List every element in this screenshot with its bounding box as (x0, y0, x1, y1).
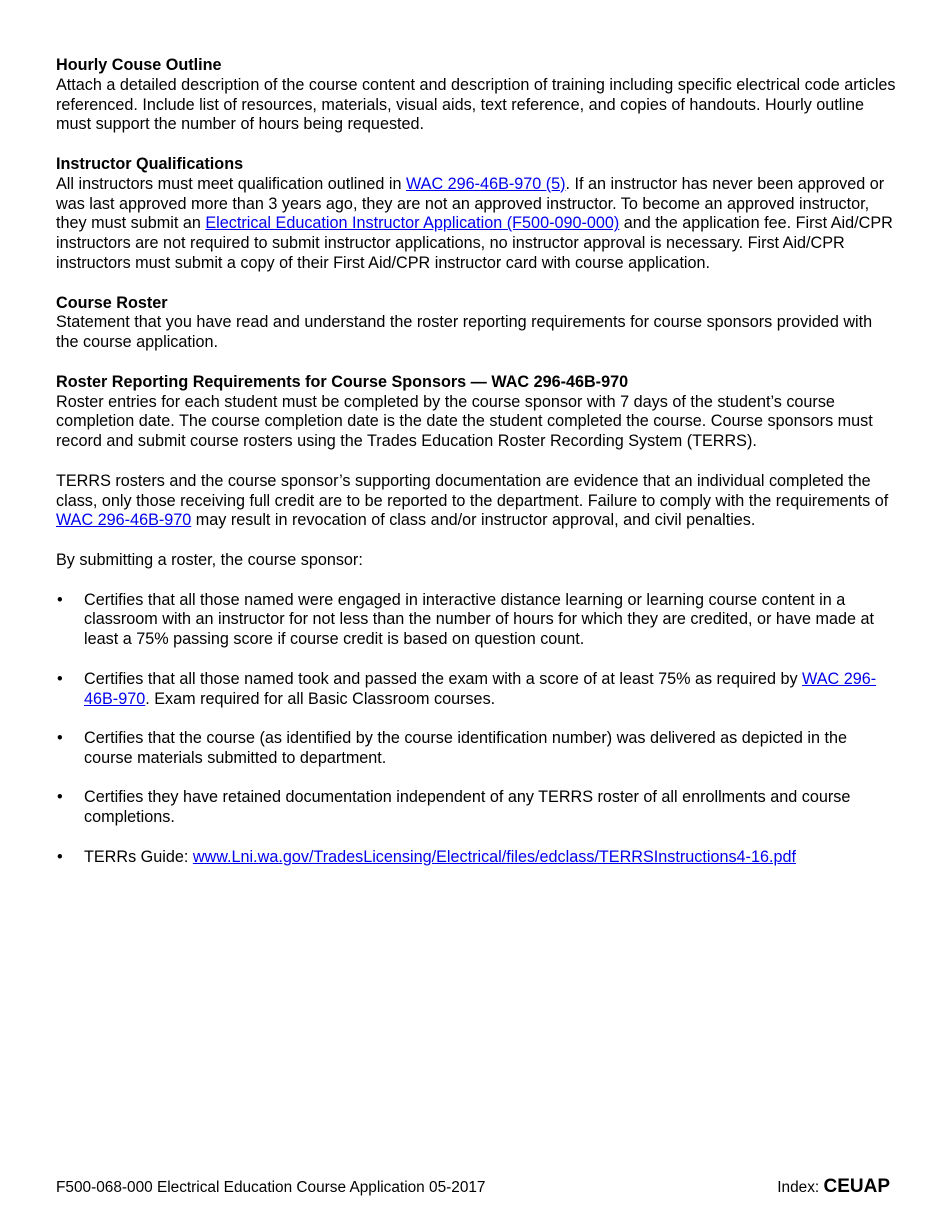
list-item-text: Certifies that the course (as identified by the course identification number) was delivered as depicted in the course materials submitted to department. (84, 729, 848, 767)
list-item-text: Certifies they have retained documentation independent of any TERRS roster of all enrollments and course completions. (84, 788, 851, 827)
wac-970-link[interactable]: WAC 296-46B-970 (56, 511, 192, 530)
index-label-group (777, 1177, 890, 1198)
section-body: Attach a detailed description of the course content and description of training including specific electrical code articles referenced. Include list of resources, materials, visual aids, text reference, and copies of handouts. Hourly outline must support the number of hours being requested. (56, 75, 896, 134)
section-body (56, 175, 896, 274)
body-text: TERRS rosters and the course sponsor’s supporting documentation are evidence that an individual completed the class, only those receiving full credit are to be reported to the department. Failure to comply with the requirements of (56, 471, 889, 510)
index-code: CEUAP (823, 1176, 890, 1198)
terrs-evidence-paragraph (56, 472, 896, 531)
section-body: Statement that you have read and understand the roster reporting requirements for course sponsors provided with the course application. (56, 313, 873, 352)
bullet-icon: • (57, 847, 63, 866)
body-text: may result in revocation of class and/or instructor approval, and civil penalties. (191, 511, 756, 530)
list-item-text: Certifies that all those named were engaged in interactive distance learning or learning course content in a classroom with an instructor for not less than the number of hours for which they are credited, or have made at least a 75% passing score if course credit is based on question count. (84, 590, 874, 649)
body-text: . If an instructor has never been approved or was last approved more than 3 years ago, they are not an approved instructor. To become an approved instructor, they must submit an (56, 174, 885, 233)
list-item (56, 848, 896, 868)
submitting-intro: By submitting a roster, the course sponsor: (56, 550, 363, 569)
section-title: Hourly Couse Outline (56, 56, 222, 74)
list-item-text (84, 848, 796, 866)
list-item (56, 591, 896, 650)
body-text: Certifies that all those named took and passed the exam with a score of at least 75% as required by (84, 669, 803, 688)
wac-970-link[interactable]: WAC 296-46B-970 (84, 669, 877, 708)
section-body: Roster entries for each student must be completed by the course sponsor with 7 days of the student’s course completion date. The course completion date is the date the student completed the course. Course sponsors must record and submit course rosters using the Trades Education Roster Recording System (TERRS). (56, 392, 873, 451)
section-roster-reporting (56, 373, 896, 452)
wac-970-5-link[interactable]: WAC 296-46B-970 (5) (406, 174, 566, 193)
section-hourly-outline (56, 56, 896, 135)
bullet-icon: • (57, 590, 63, 609)
list-item-text (84, 670, 876, 708)
section-title: Roster Reporting Requirements for Course Sponsors — WAC 296-46B-970 (56, 372, 629, 391)
bullet-icon: • (57, 788, 63, 807)
section-title: Instructor Qualifications (56, 154, 244, 173)
form-number: F500-068-000 Electrical Education Course Application 05-2017 (56, 1179, 486, 1197)
bullet-icon: • (57, 669, 63, 688)
body-text: All instructors must meet qualification outlined in (56, 174, 406, 193)
terrs-guide-link[interactable]: www.Lni.wa.gov/TradesLicensing/Electrical/files/edclass/TERRSInstructions4-16.pdf (192, 847, 796, 866)
certification-list (56, 591, 896, 868)
list-item (56, 729, 896, 769)
body-text: and the application fee. First Aid/CPR instructors are not required to submit instructor applications, no instructor approval is necessary. First Aid/CPR instructors must submit a copy of their First Aid/CPR instructor card with course application. (56, 214, 893, 272)
document-body (56, 56, 896, 887)
index-label: Index: (777, 1179, 824, 1197)
list-item (56, 788, 896, 828)
section-instructor-qualifications (56, 155, 896, 274)
bullet-icon: • (57, 729, 63, 748)
section-course-roster (56, 294, 896, 353)
instructor-application-link[interactable]: Electrical Education Instructor Application (F500-090-000) (205, 214, 620, 233)
body-text: . Exam required for all Basic Classroom courses. (145, 689, 496, 708)
list-item (56, 670, 896, 710)
page-footer (56, 1176, 890, 1198)
section-title: Course Roster (56, 293, 168, 312)
terrs-guide-label: TERRs Guide: (84, 847, 193, 866)
